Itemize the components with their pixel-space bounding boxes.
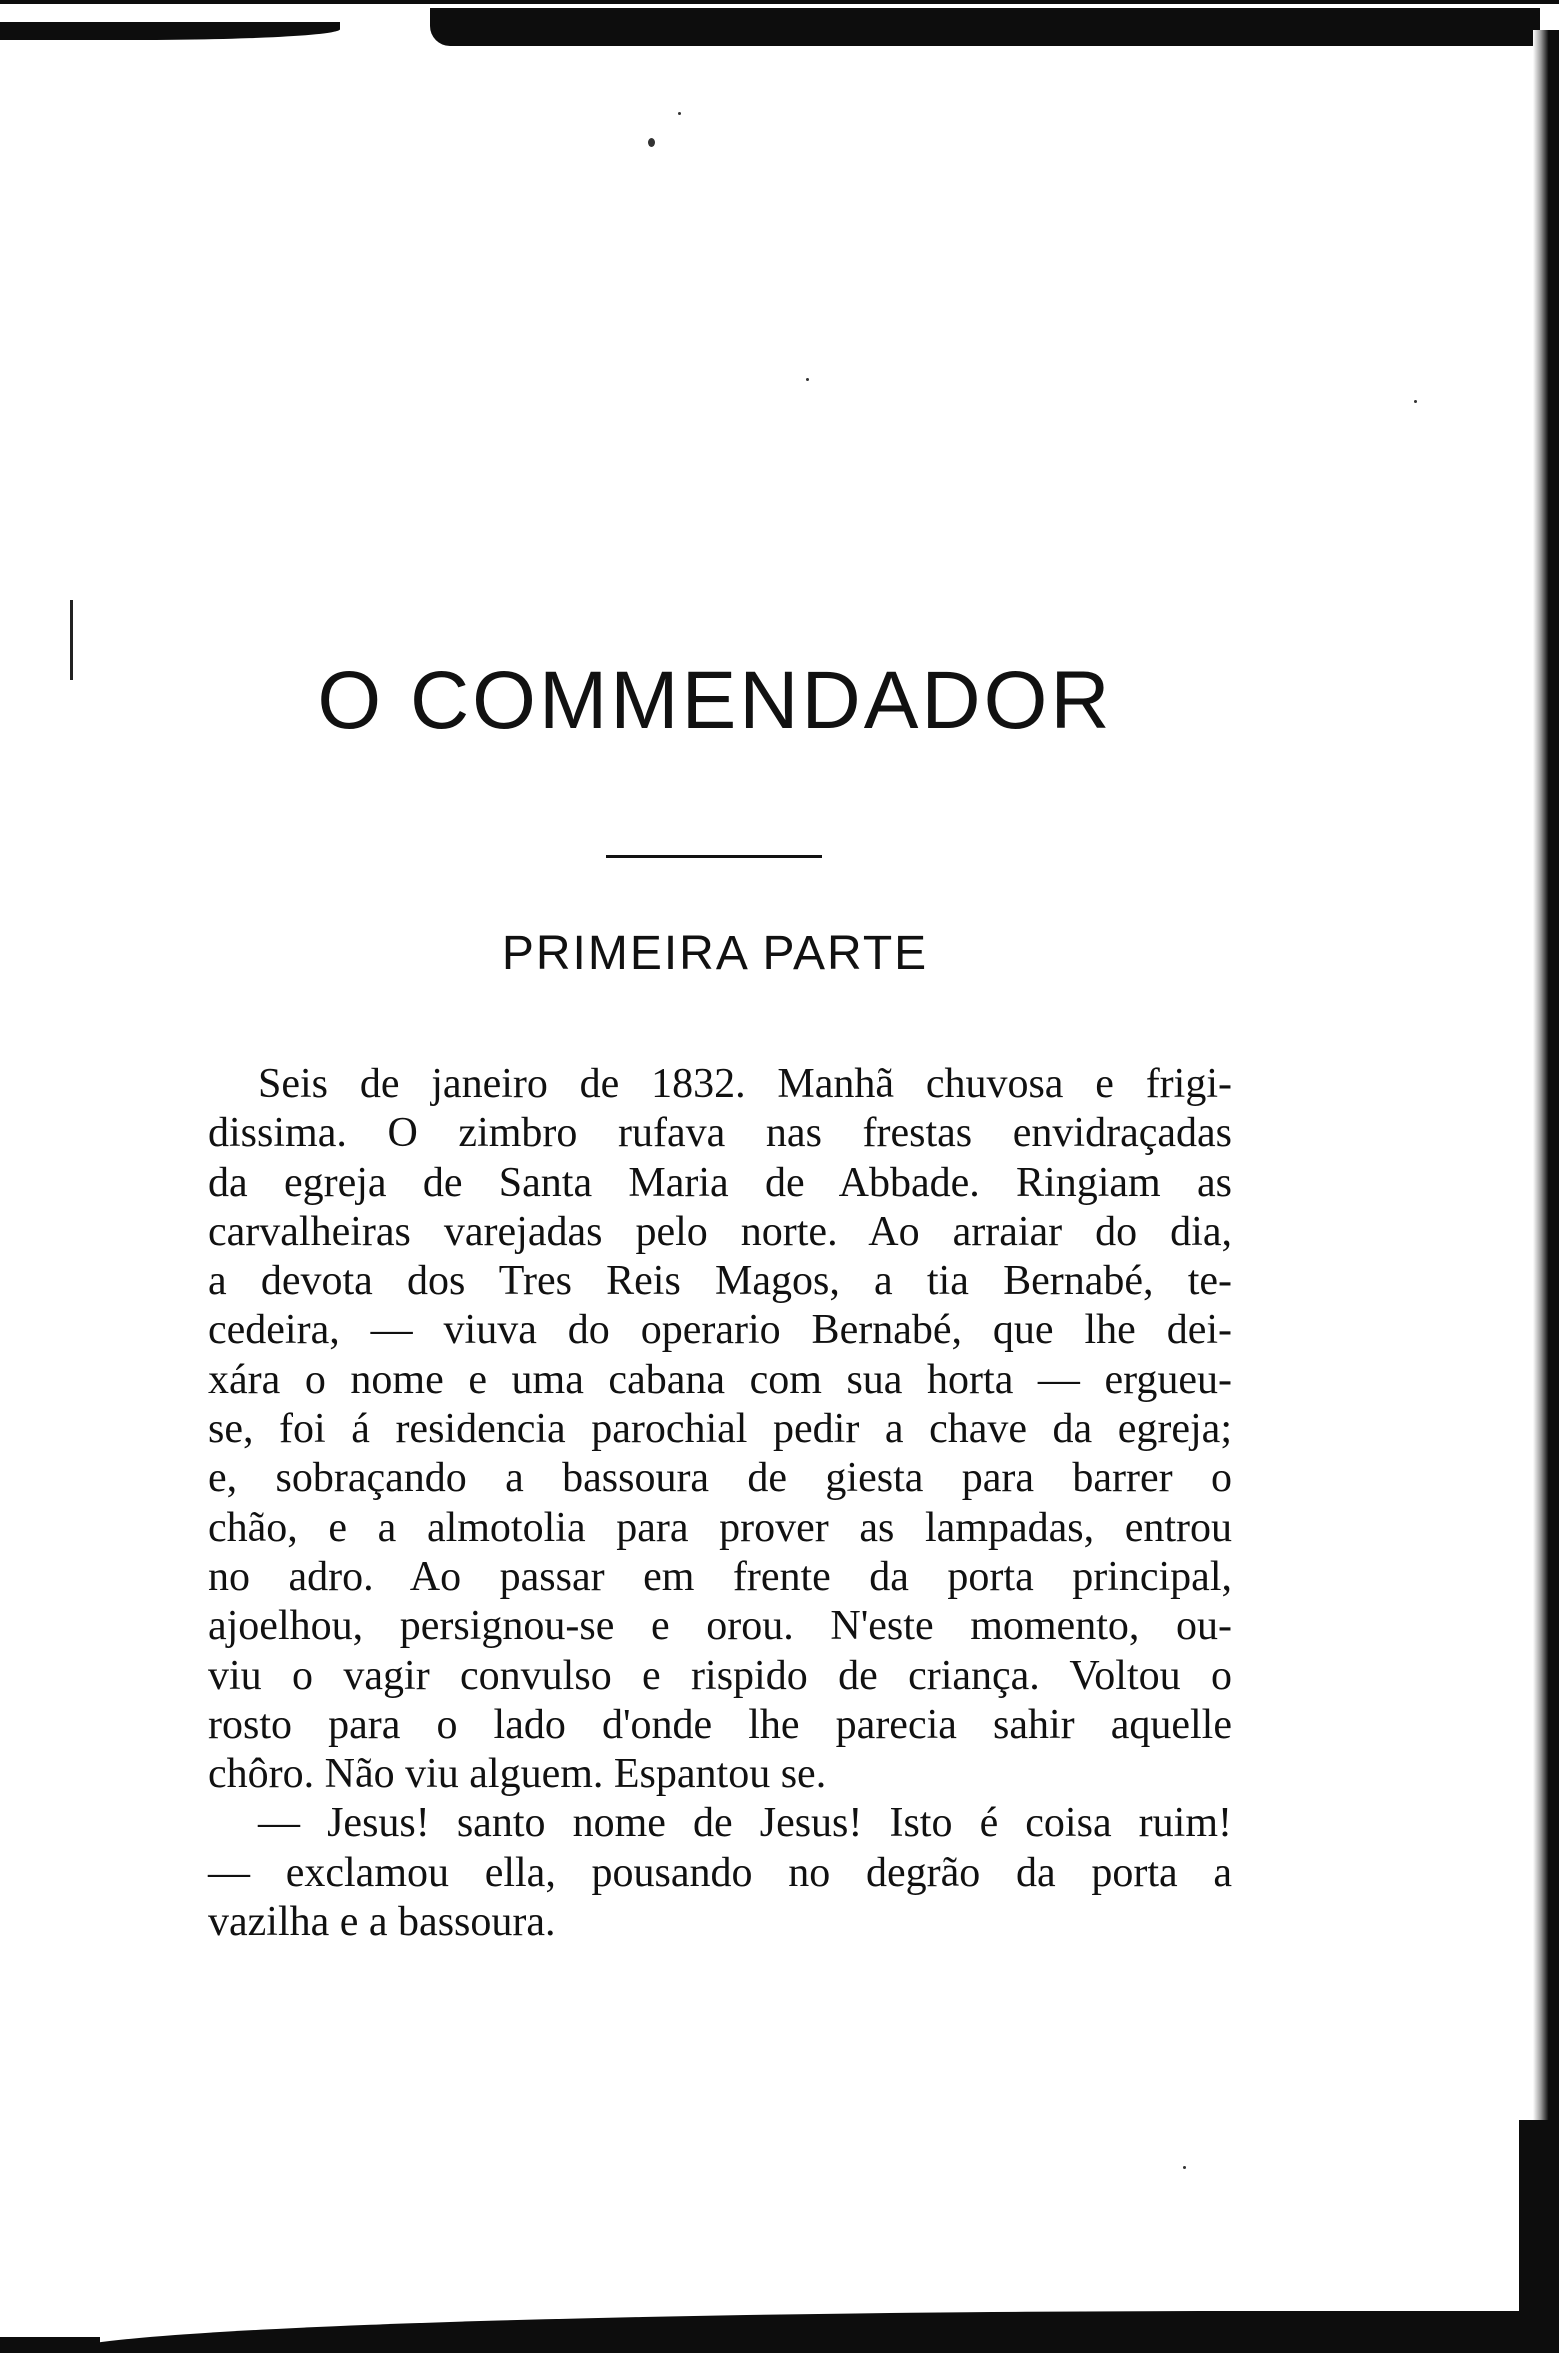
text-line: dissima. O zimbro rufava nas frestas envidraçadas	[208, 1110, 1232, 1157]
scan-shadow-right	[1533, 30, 1559, 2320]
scan-shadow-bottom-left	[0, 2337, 100, 2353]
text-line: e, sobraçando a bassoura de giesta para barrer o	[208, 1455, 1232, 1502]
text-line: ajoelhou, persignou-se e orou. N'este momento, ou-	[208, 1603, 1232, 1650]
ink-speck	[648, 138, 655, 147]
text-line: chão, e a almotolia para prover as lampadas, entrou	[208, 1504, 1232, 1551]
text-line: xára o nome e uma cabana com sua horta — ergueu-	[208, 1356, 1232, 1403]
scan-shadow-top	[430, 8, 1540, 46]
text-line: — Jesus! santo nome de Jesus! Isto é coisa ruim!	[258, 1800, 1232, 1847]
ink-speck	[1414, 400, 1417, 403]
text-line: carvalheiras varejadas pelo norte. Ao arraiar do dia,	[208, 1208, 1232, 1255]
scan-border-top	[0, 0, 1559, 4]
text-line: se, foi á residencia parochial pedir a chave da egreja;	[208, 1406, 1232, 1453]
scan-shadow-bottom	[60, 2311, 1559, 2353]
page-title: O COMMENDADOR	[317, 655, 1113, 746]
ink-speck	[806, 378, 809, 381]
text-line: a devota dos Tres Reis Magos, a tia Bernabé, te-	[208, 1258, 1232, 1305]
text-line: — exclamou ella, pousando no degrão da porta a	[208, 1849, 1232, 1896]
ink-speck	[1183, 2166, 1186, 2169]
body-text	[208, 1060, 1232, 1947]
text-line: no adro. Ao passar em frente da porta principal,	[208, 1553, 1232, 1600]
text-line: da egreja de Santa Maria de Abbade. Ringiam as	[208, 1159, 1232, 1206]
scan-shadow-top-left	[0, 22, 340, 40]
text-line: rosto para o lado d'onde lhe parecia sahir aquelle	[208, 1701, 1232, 1748]
text-line: chôro. Não viu alguem. Espantou se.	[208, 1751, 827, 1798]
text-line: Seis de janeiro de 1832. Manhã chuvosa e frigi-	[258, 1061, 1232, 1107]
ink-speck	[678, 112, 681, 115]
text-line: vazilha e a bassoura.	[208, 1899, 556, 1946]
text-line: viu o vagir convulso e rispido de criança. Voltou o	[208, 1652, 1232, 1699]
title-divider	[606, 855, 822, 858]
text-line: cedeira, — viuva do operario Bernabé, que lhe dei-	[208, 1307, 1232, 1354]
part-heading: PRIMEIRA PARTE	[501, 927, 929, 980]
